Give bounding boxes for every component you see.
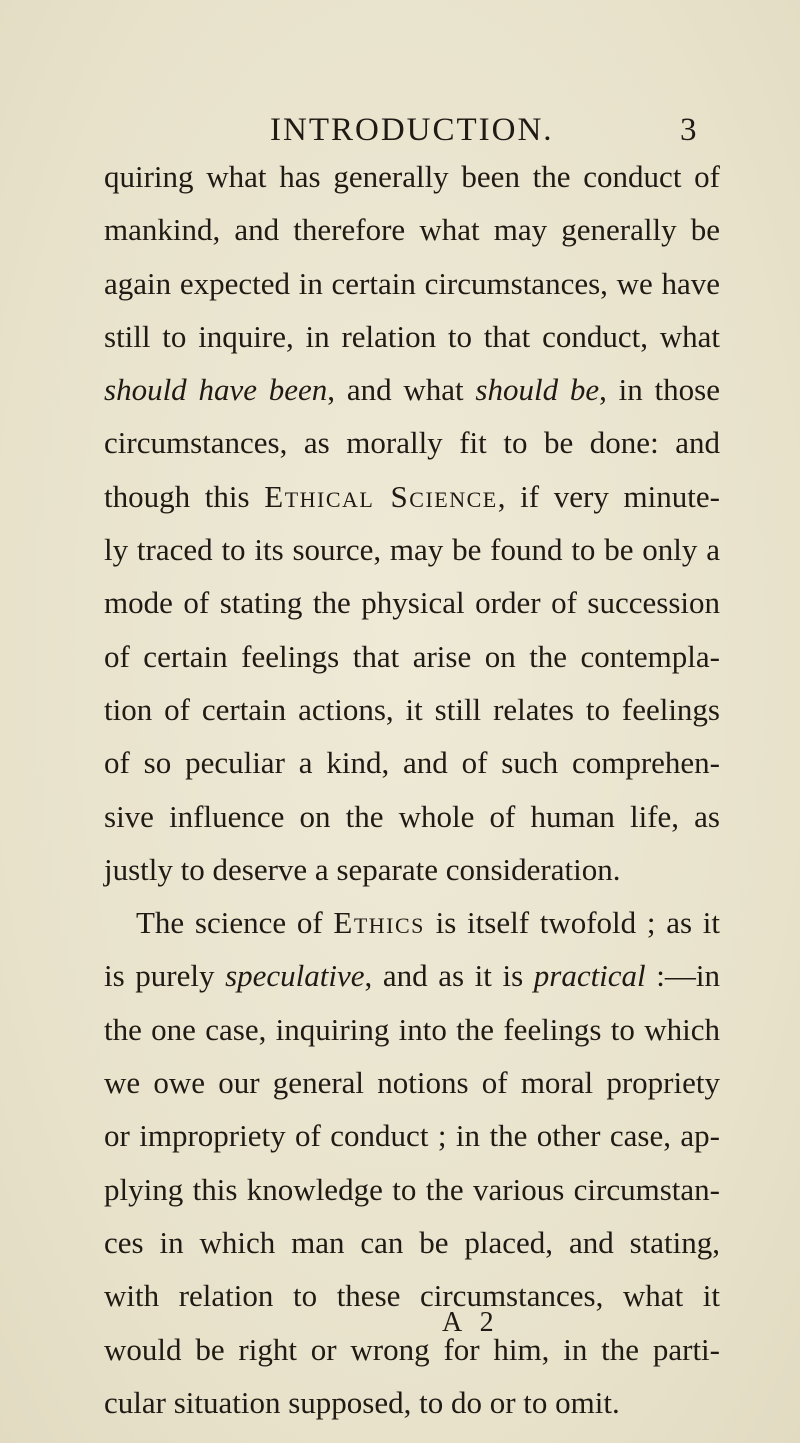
text-line: justly to deserve a separate consideration. <box>104 851 621 887</box>
text-line: still to inquire, in relation to that conduct, what <box>104 318 720 354</box>
text-line: circumstances, as morally fit to be done: and <box>104 425 720 461</box>
text-line: tion of certain actions, it still relates to feelings <box>104 691 720 727</box>
text-line: of certain feelings that arise on the contempla- <box>104 638 720 674</box>
text-line: of so peculiar a kind, and of such comprehen- <box>104 745 720 781</box>
text-line: again expected in certain circumstances, we have <box>104 265 720 301</box>
text-line: quiring what has generally been the conduct of <box>104 159 720 194</box>
signature-mark: A 2 <box>442 1307 500 1338</box>
italic-phrase: practical <box>533 958 646 994</box>
text-line: would be right or wrong for him, in the parti- <box>104 1331 720 1367</box>
text-line: plying this knowledge to the various circumstan- <box>104 1171 720 1207</box>
text-line: with relation to these circumstances, what it <box>104 1278 720 1314</box>
small-caps-term: Ethical Science <box>264 478 498 514</box>
text-line: the one case, inquiring into the feelings to which <box>104 1011 720 1047</box>
text-line: we owe our general notions of moral propriety <box>104 1065 720 1101</box>
italic-phrase: should be <box>475 372 600 408</box>
running-title: INTRODUCTION. <box>270 112 554 148</box>
text-line: The science of Ethics is itself twofold ; as it <box>136 905 720 941</box>
page-number: 3 <box>680 112 697 148</box>
text-line: mode of stating the physical order of succession <box>104 585 720 621</box>
text-line: ly traced to its source, may be found to be only a <box>104 532 720 568</box>
text-line: is purely speculative, and as it is practical :—in <box>104 958 720 994</box>
body-text <box>104 150 720 1429</box>
text-line: cular situation supposed, to do or to omit. <box>104 1384 620 1420</box>
text-line: should have been, and what should be, in those <box>104 372 720 408</box>
text-line: mankind, and therefore what may generally be <box>104 212 720 248</box>
text-line: ces in which man can be placed, and stating, <box>104 1224 720 1260</box>
text-line: though this Ethical Science, if very minute- <box>104 478 720 514</box>
running-head <box>0 110 800 150</box>
italic-phrase: should have been <box>104 372 328 408</box>
text-line: or impropriety of conduct ; in the other case, ap- <box>104 1118 720 1154</box>
small-caps-term: Ethics <box>333 905 425 941</box>
italic-phrase: speculative <box>225 958 365 994</box>
text-line: sive influence on the whole of human life, as <box>104 798 720 834</box>
